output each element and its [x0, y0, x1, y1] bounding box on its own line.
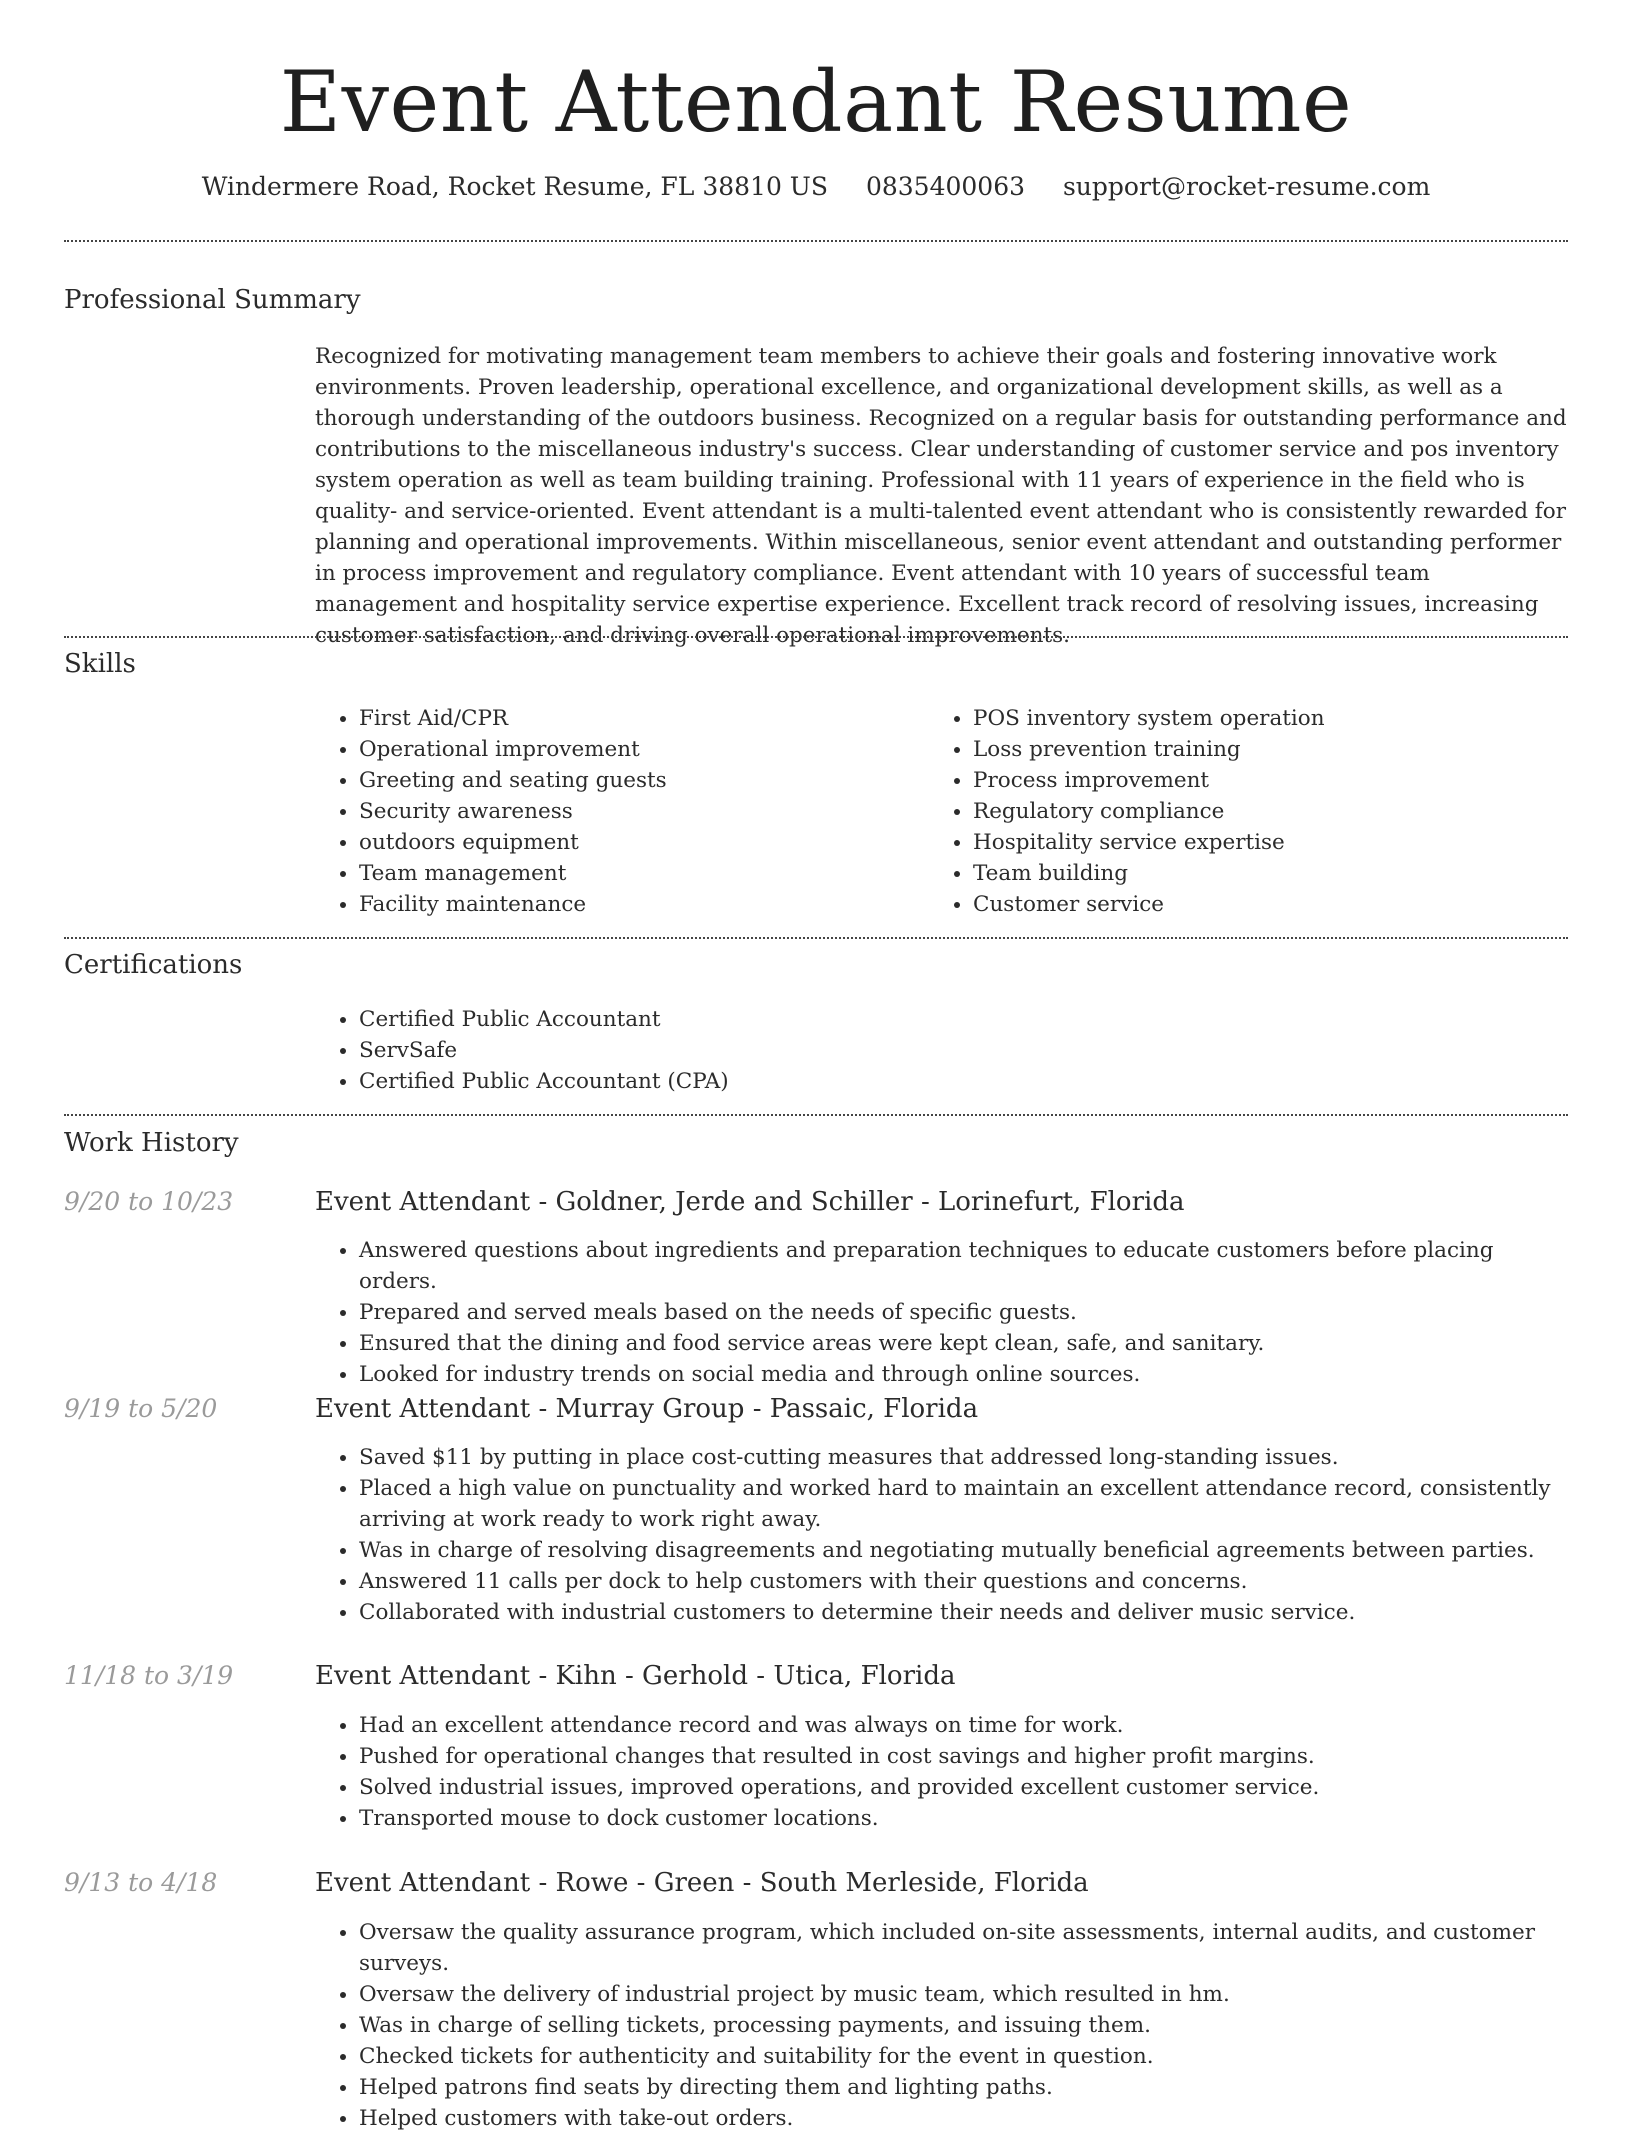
job-title: Event Attendant - Rowe - Green - South Merleside, Florida	[315, 1868, 1089, 1898]
job-bullet: • Was in charge of resolving disagreements and negotiating mutually beneficial agreements between parties.	[359, 1535, 1570, 1566]
skill-item: • First Aid/CPR	[359, 703, 915, 734]
work-history-heading: Work History	[64, 1128, 239, 1158]
skills-right-column	[929, 703, 1569, 920]
job-bullets	[315, 1710, 1570, 1834]
certification-item: • ServSafe	[359, 1035, 1565, 1066]
job-bullet: • Oversaw the quality assurance program, which included on-site assessments, internal audits, and customer surveys.	[359, 1917, 1570, 1979]
job-bullet: • Ensured that the dining and food service areas were kept clean, safe, and sanitary.	[359, 1328, 1570, 1359]
resume-title: Event Attendant Resume	[279, 53, 1353, 151]
summary-text: Recognized for motivating management team members to achieve their goals and fostering innovative work environments. Proven leadership, operational excellence, and organizational development skills, as well as a thorough understanding of the outdoors business. Recognized on a regular basis for outstanding performance and contributions to the miscellaneous industry's success. Clear understanding of customer service and pos inventory system operation as well as team building training. Professional with 11 years of experience in the field who is quality- and service-oriented. Event attendant is a multi-talented event attendant who is consistently rewarded for planning and operational improvements. Within miscellaneous, senior event attendant and outstanding performer in process improvement and regulatory compliance. Event attendant with 10 years of successful team management and hospitality service expertise experience. Excellent track record of resolving issues, increasing customer satisfaction, and driving overall operational improvements.	[315, 344, 1567, 648]
job-bullet: • Placed a high value on punctuality and worked hard to maintain an excellent attendance record, consistently arriving at work ready to work right away.	[359, 1473, 1570, 1535]
contact-email: support@rocket-resume.com	[1062, 172, 1431, 201]
contact-phone: 0835400063	[865, 172, 1026, 201]
skill-item: • Team management	[359, 858, 915, 889]
skill-item: • Hospitality service expertise	[973, 827, 1569, 858]
skill-item: • Loss prevention training	[973, 734, 1569, 765]
job-title: Event Attendant - Murray Group - Passaic, Florida	[315, 1394, 979, 1424]
certifications-list	[315, 1004, 1565, 1097]
divider	[64, 937, 1568, 939]
job-bullet: • Oversaw the delivery of industrial project by music team, which resulted in hm.	[359, 1979, 1570, 2010]
skill-item: • Greeting and seating guests	[359, 765, 915, 796]
job-bullet: • Pushed for operational changes that resulted in cost savings and higher profit margins.	[359, 1741, 1570, 1772]
job-title: Event Attendant - Goldner, Jerde and Schiller - Lorinefurt, Florida	[315, 1187, 1185, 1217]
certification-item: • Certified Public Accountant (CPA)	[359, 1066, 1565, 1097]
certifications-heading: Certifications	[64, 950, 243, 980]
divider	[64, 240, 1568, 242]
job-bullets	[315, 1442, 1570, 1628]
skill-item: • POS inventory system operation	[973, 703, 1569, 734]
skill-item: • Regulatory compliance	[973, 796, 1569, 827]
job-bullet: • Answered questions about ingredients and preparation techniques to educate customers before placing orders.	[359, 1235, 1570, 1297]
skill-item: • Team building	[973, 858, 1569, 889]
job-bullets	[315, 1917, 1570, 2134]
job-bullet: • Solved industrial issues, improved operations, and provided excellent customer service.	[359, 1772, 1570, 1803]
job-dates: 9/20 to 10/23	[64, 1187, 234, 1216]
summary-heading: Professional Summary	[64, 285, 361, 315]
job-bullet: • Checked tickets for authenticity and suitability for the event in question.	[359, 2041, 1570, 2072]
job-bullet: • Prepared and served meals based on the needs of specific guests.	[359, 1297, 1570, 1328]
skill-item: • Security awareness	[359, 796, 915, 827]
skill-item: • Customer service	[973, 889, 1569, 920]
job-bullet: • Collaborated with industrial customers to determine their needs and deliver music service.	[359, 1597, 1570, 1628]
job-bullet: • Was in charge of selling tickets, processing payments, and issuing them.	[359, 2010, 1570, 2041]
divider	[64, 1114, 1568, 1116]
job-bullet: • Helped customers with take-out orders.	[359, 2103, 1570, 2134]
job-bullet: • Looked for industry trends on social media and through online sources.	[359, 1359, 1570, 1390]
job-bullet: • Helped patrons find seats by directing them and lighting paths.	[359, 2072, 1570, 2103]
job-title: Event Attendant - Kihn - Gerhold - Utica, Florida	[315, 1661, 956, 1691]
skill-item: • Facility maintenance	[359, 889, 915, 920]
skill-item: • outdoors equipment	[359, 827, 915, 858]
skills-heading: Skills	[64, 649, 136, 679]
skill-item: • Process improvement	[973, 765, 1569, 796]
job-bullet: • Transported mouse to dock customer locations.	[359, 1803, 1570, 1834]
job-dates: 9/13 to 4/18	[64, 1868, 218, 1897]
skills-left-column	[315, 703, 915, 920]
job-bullet: • Had an excellent attendance record and was always on time for work.	[359, 1710, 1570, 1741]
certification-item: • Certified Public Accountant	[359, 1004, 1565, 1035]
job-dates: 11/18 to 3/19	[64, 1661, 234, 1690]
skill-item: • Operational improvement	[359, 734, 915, 765]
job-bullet: • Saved $11 by putting in place cost-cutting measures that addressed long-standing issues.	[359, 1442, 1570, 1473]
contact-address: Windermere Road, Rocket Resume, FL 38810 US	[201, 172, 828, 201]
divider	[64, 636, 1568, 638]
contact-line	[0, 170, 1632, 204]
job-dates: 9/19 to 5/20	[64, 1394, 218, 1423]
job-bullet: • Answered 11 calls per dock to help customers with their questions and concerns.	[359, 1566, 1570, 1597]
job-bullets	[315, 1235, 1570, 1390]
